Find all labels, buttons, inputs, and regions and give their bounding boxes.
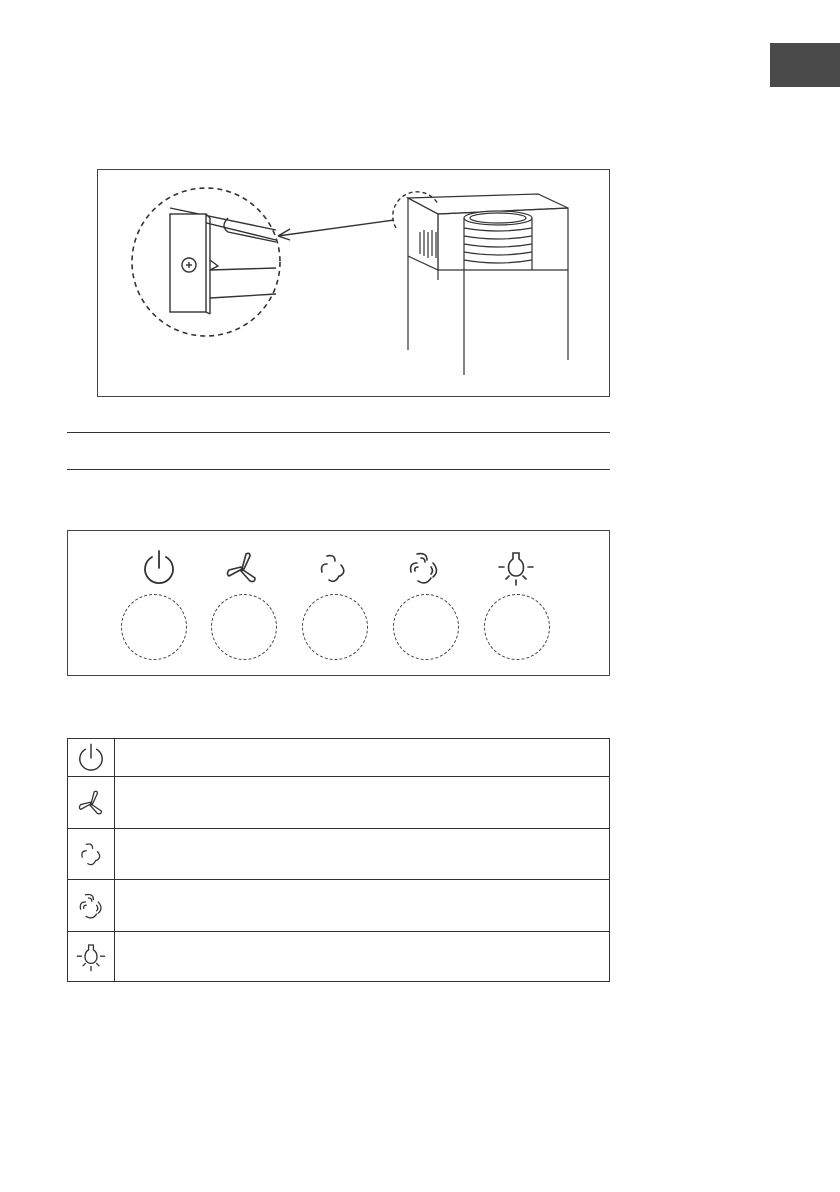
legend-row-speed-low xyxy=(68,829,610,880)
power-icon xyxy=(139,548,179,588)
control-panel xyxy=(67,530,610,676)
installation-figure xyxy=(97,169,610,397)
speed-high-icon xyxy=(75,890,107,922)
speed-high-icon xyxy=(404,548,444,588)
speed-low-icon xyxy=(75,838,107,870)
legend-row-light xyxy=(68,932,610,982)
section-rule-top xyxy=(67,432,610,433)
fan-icon xyxy=(222,548,262,588)
speed-high-button[interactable] xyxy=(393,594,459,660)
section-rule-bottom xyxy=(67,469,610,470)
screw-detail xyxy=(170,208,276,314)
legend-desc xyxy=(115,880,610,932)
installation-drawing xyxy=(98,170,611,398)
legend-row-fan xyxy=(68,777,610,829)
legend-row-speed-high xyxy=(68,880,610,932)
legend-row-power xyxy=(68,739,610,777)
chimney-hood xyxy=(408,194,568,375)
light-button[interactable] xyxy=(484,594,550,660)
language-tab xyxy=(770,43,840,87)
legend-desc xyxy=(115,829,610,880)
light-icon xyxy=(496,548,536,588)
pointer-arrow xyxy=(278,220,394,240)
legend-desc xyxy=(115,739,610,777)
power-button[interactable] xyxy=(121,594,187,660)
function-legend-table xyxy=(67,738,610,982)
legend-desc xyxy=(115,777,610,829)
light-icon xyxy=(75,941,107,973)
legend-desc xyxy=(115,932,610,982)
power-icon xyxy=(75,742,107,774)
fan-icon xyxy=(75,787,107,819)
speed-low-button[interactable] xyxy=(302,594,368,660)
speed-low-icon xyxy=(313,548,353,588)
fan-button[interactable] xyxy=(211,594,277,660)
